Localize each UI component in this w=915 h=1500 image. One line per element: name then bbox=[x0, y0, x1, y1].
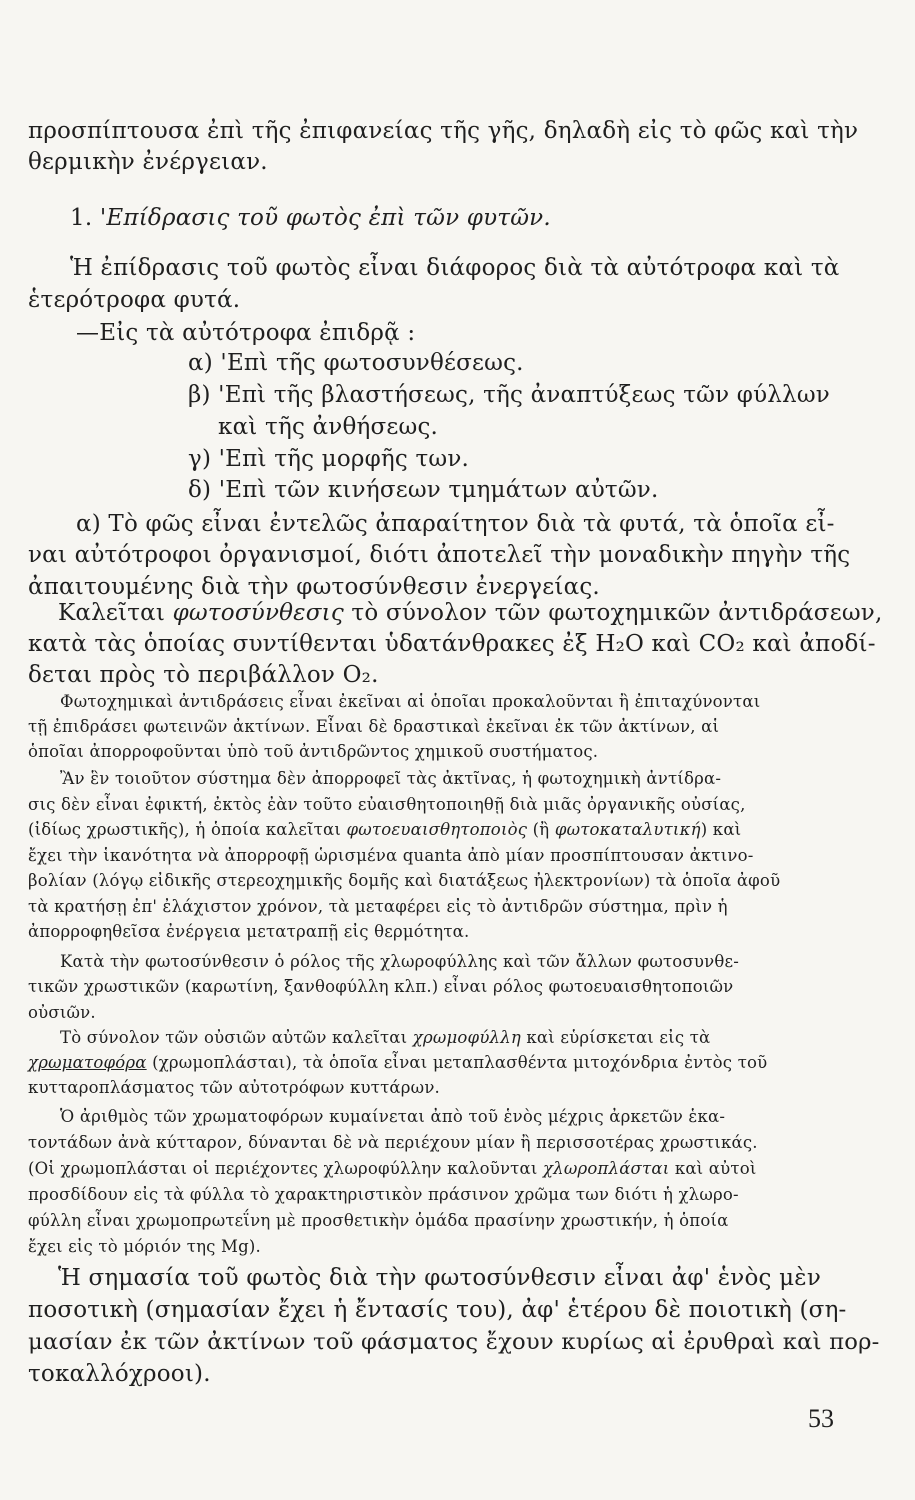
note-photochemical-line-1: Φωτοχημικαὶ ἀντιδράσεις εἶναι ἐκεῖναι αἱ ὁποῖαι προκαλοῦνται ἢ ἐπιταχύνονται bbox=[60, 692, 761, 711]
note-number-line-4: προσδίδουν εἰς τὰ φύλλα τὸ χαρακτηριστικὸν πράσινον χρῶμα των διότι ἡ χλωρο- bbox=[28, 1185, 739, 1204]
note-number-line-2: τοντάδων ἀνὰ κύτταρον, δύνανται δὲ νὰ περιέχουν μίαν ἢ περισσοτέρας χρωστικάς. bbox=[28, 1133, 758, 1152]
para-a-line-3: ἀπαιτουμένης διὰ τὴν φωτοσύνθεσιν ἐνεργείας. bbox=[28, 574, 600, 600]
intro-line-2: θερμικὴν ἐνέργειαν. bbox=[28, 149, 268, 175]
list-item-b-line-1: β) 'Επὶ τῆς βλαστήσεως, τῆς ἀναπτύξεως τῶν φύλλων bbox=[188, 382, 830, 408]
importance-line-4: τοκαλλόχροοι). bbox=[28, 1361, 211, 1387]
chromatophores-text-end: καὶ εὑρίσκεται εἰς τὰ bbox=[520, 1028, 711, 1047]
photosynthesis-line-2: κατὰ τὰς ὁποίας συντίθενται ὑδατάνθρακες ἐξ H₂O καὶ CO₂ καὶ ἀποδί- bbox=[28, 631, 876, 657]
importance-line-1: Ἡ σημασία τοῦ φωτὸς διὰ τὴν φωτοσύνθεσιν εἶναι ἀφ' ἑνὸς μὲν bbox=[58, 1265, 821, 1291]
importance-line-3: μασίαν ἐκ τῶν ἀκτίνων τοῦ φάσματος ἔχουν κυρίως αἱ ἐρυθραὶ καὶ πορ- bbox=[28, 1329, 880, 1355]
term-photosensitizer: φωτοευαισθητοποιὸς bbox=[346, 820, 528, 839]
term-chromophyll: χρωμοφύλλη bbox=[412, 1028, 521, 1047]
list-item-b-line-2: καὶ τῆς ἀνθήσεως. bbox=[218, 414, 439, 440]
list-item-a: α) 'Επὶ τῆς φωτοσυνθέσεως. bbox=[188, 350, 524, 376]
photosynthesis-line-3: δεται πρὸς τὸ περιβάλλον O₂. bbox=[28, 662, 379, 688]
note-chlorophyll-line-1: Κατὰ τὴν φωτοσύνθεσιν ὁ ρόλος τῆς χλωροφύλλης καὶ τῶν ἄλλων φωτοσυνθε- bbox=[60, 952, 740, 971]
photosynthesis-line-1 bbox=[58, 600, 882, 626]
effect-line-2: ἑτερότροφα φυτά. bbox=[28, 287, 241, 313]
term-chromatophores: χρωματοφόρα bbox=[28, 1053, 147, 1072]
autotrophs-intro: —Εἰς τὰ αὐτότροφα ἐπιδρᾷ : bbox=[76, 320, 416, 346]
note-photochemical-line-3: ὁποῖαι ἀπορροφοῦνται ὑπὸ τοῦ ἀντιδρῶντος χημικοῦ συστήματος. bbox=[28, 742, 599, 761]
note-system-text-start: (ἰδίως χρωστικῆς), ἡ ὁποία καλεῖται bbox=[28, 820, 347, 839]
note-number-line-3 bbox=[28, 1159, 757, 1178]
note-system-line-6: τὰ κρατήσῃ ἐπ' ἐλάχιστον χρόνον, τὰ μεταφέρει εἰς τὸ ἀντιδρῶν σύστημα, πρὶν ἡ bbox=[28, 897, 728, 916]
note-system-line-3 bbox=[28, 820, 741, 839]
chromatophores-line-2-text: (χρωμοπλάσται), τὰ ὁποῖα εἶναι μεταπλασθέντα μιτοχόνδρια ἐντὸς τοῦ bbox=[146, 1053, 768, 1072]
note-chromatophores-line-2 bbox=[28, 1053, 767, 1072]
note-system-line-1: Ἂν ἓν τοιοῦτον σύστημα δὲν ἀπορροφεῖ τὰς ἀκτῖνας, ἡ φωτοχημικὴ ἀντίδρα- bbox=[60, 769, 722, 788]
note-chlorophyll-line-3: οὐσιῶν. bbox=[28, 1003, 96, 1022]
term-photocatalytic: φωτοκαταλυτική bbox=[554, 820, 701, 839]
page-number: 53 bbox=[808, 1404, 834, 1433]
note-number-line-6: ἔχει εἰς τὸ μόριόν της Mg). bbox=[28, 1237, 262, 1256]
note-number-line-5: φύλλη εἶναι χρωμοπρωτεΐνη μὲ προσθετικὴν ὁμάδα πρασίνην χρωστικήν, ἡ ὁποία bbox=[28, 1211, 729, 1230]
para-a-line-1: α) Τὸ φῶς εἶναι ἐντελῶς ἀπαραίτητον διὰ τὰ φυτά, τὰ ὁποῖα εἶ- bbox=[76, 511, 835, 537]
section-heading bbox=[70, 205, 551, 231]
note-system-text-end: ) καὶ bbox=[700, 820, 742, 839]
note-system-text-mid: (ἢ bbox=[527, 820, 555, 839]
para-a-line-2: ναι αὐτότροφοι ὀργανισμοί, διότι ἀποτελεῖ τὴν μοναδικὴν πηγὴν τῆς bbox=[28, 542, 851, 568]
list-item-c: γ) 'Επὶ τῆς μορφῆς των. bbox=[188, 446, 470, 472]
list-item-d: δ) 'Επὶ τῶν κινήσεων τμημάτων αὐτῶν. bbox=[188, 477, 659, 503]
chromatophores-text-start: Τὸ σύνολον τῶν οὐσιῶν αὐτῶν καλεῖται bbox=[60, 1028, 413, 1047]
section-title: 'Επίδρασις τοῦ φωτὸς ἐπὶ τῶν φυτῶν. bbox=[99, 205, 551, 231]
effect-line-1: Ἡ ἐπίδρασις τοῦ φωτὸς εἶναι διάφορος διὰ τὰ αὐτότροφα καὶ τὰ bbox=[70, 255, 840, 281]
term-chloroplasts: χλωροπλάσται bbox=[542, 1159, 670, 1178]
note-number-text-end: καὶ αὐτοὶ bbox=[669, 1159, 757, 1178]
note-chromatophores-line-1 bbox=[60, 1028, 710, 1047]
note-system-line-7: ἀπορροφηθεῖσα ἐνέργεια μετατραπῇ εἰς θερμότητα. bbox=[28, 922, 470, 941]
photosynthesis-text-end: τὸ σύνολον τῶν φωτοχημικῶν ἀντιδράσεων, bbox=[343, 600, 883, 626]
note-photochemical-line-2: τῇ ἐπιδράσει φωτεινῶν ἀκτίνων. Εἶναι δὲ δραστικαὶ ἐκεῖναι ἐκ τῶν ἀκτίνων, αἱ bbox=[28, 717, 720, 736]
note-number-line-1: Ὁ ἀριθμὸς τῶν χρωματοφόρων κυμαίνεται ἀπὸ τοῦ ἑνὸς μέχρις ἀρκετῶν ἑκα- bbox=[60, 1107, 726, 1126]
note-chlorophyll-line-2: τικῶν χρωστικῶν (καρωτίνη, ξανθοφύλλη κλπ.) εἶναι ρόλος φωτοευαισθητοποιῶν bbox=[28, 977, 734, 996]
note-chromatophores-line-3: κυτταροπλάσματος τῶν αὐτοτρόφων κυττάρων. bbox=[28, 1078, 441, 1097]
section-number: 1. bbox=[70, 205, 93, 231]
photosynthesis-text-start: Καλεῖται bbox=[58, 600, 173, 626]
intro-line-1: προσπίπτουσα ἐπὶ τῆς ἐπιφανείας τῆς γῆς, δηλαδὴ εἰς τὸ φῶς καὶ τὴν bbox=[28, 118, 859, 144]
term-photosynthesis: φωτοσύνθεσις bbox=[172, 600, 344, 626]
note-number-text-start: (Οἱ χρωμοπλάσται οἱ περιέχοντες χλωροφύλλην καλοῦνται bbox=[28, 1159, 543, 1178]
note-system-line-5: βολίαν (λόγῳ εἰδικῆς στερεοχημικῆς δομῆς καὶ διατάξεως ἠλεκτρονίων) τὰ ὁποῖα ἀφοῦ bbox=[28, 871, 781, 890]
note-system-line-4: ἔχει τὴν ἱκανότητα νὰ ἀπορροφῇ ὡρισμένα quanta ἀπὸ μίαν προσπίπτουσαν ἀκτινο- bbox=[28, 846, 754, 865]
note-system-line-2: σις δὲν εἶναι ἐφικτή, ἐκτὸς ἐὰν τοῦτο εὐαισθητοποιηθῇ διὰ μιᾶς ὀργανικῆς οὐσίας, bbox=[28, 795, 746, 814]
importance-line-2: ποσοτικὴ (σημασίαν ἔχει ἡ ἔντασίς του), ἀφ' ἑτέρου δὲ ποιοτικὴ (ση- bbox=[28, 1297, 847, 1323]
